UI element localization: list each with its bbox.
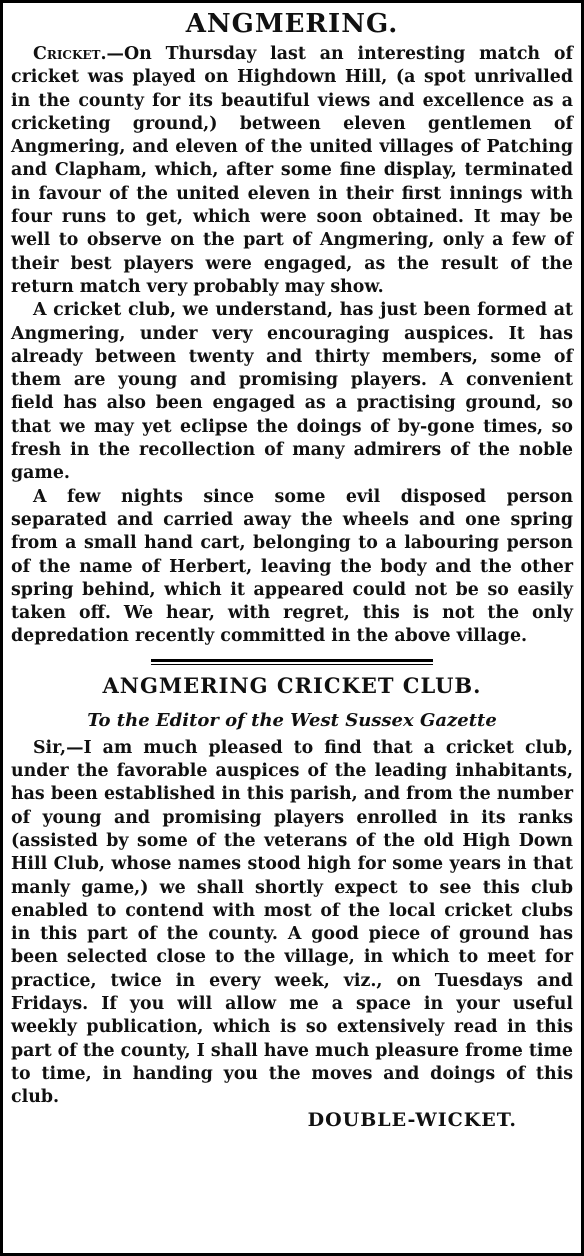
letter-body: Sir,—I am much pleased to find that a cricket club, under the favorable auspices of the leading inhabitants, has been established in this parish, and from the number of young and promising players enrolled in its ranks (assisted by some of the veterans of the old High Down Hill Club, whose names stood high for some years in that manly game,) we shall shortly expect to see this club enabled to contend with most of the local cricket clubs in this part of the county. A good piece of ground has been selected close to the village, in which to meet for practice, twice in every week, viz., on Tuesdays and Fridays. If you will allow me a space in your useful weekly publication, which is so extensively read in this part of the county, I shall have much pleasure frome time to time, in handing you the moves and doings of this club. bbox=[11, 737, 573, 1108]
section-divider-rule bbox=[151, 659, 433, 665]
paragraph-body-cricket-match: —On Thursday last an interesting match of cricket was played on Highdown Hill, (a spot unrivalled in the county for its beautiful views and excellence as a cricketing ground,) between eleven gentlemen of Angmering, and eleven of the united villages of Patching and Clapham, which, after some fine display, terminated in favour of the united eleven in their first innings with four runs to get, which were soon obtained. It may be well to observe on the part of Angmering, only a few of their best players were engaged, as the result of the return match very probably may show. bbox=[11, 44, 573, 297]
letter-signature: DOUBLE-WICKET. bbox=[307, 1109, 517, 1132]
article-paragraph-depredation: A few nights since some evil disposed person separated and carried away the wheels and one spring from a small hand cart, belonging to a labouring person of the name of Herbert, leaving the body and the other spring behind, which it appeared could not be so easily taken off. We hear, with regret, this is not the only depredation recently committed in the above village. bbox=[11, 486, 573, 647]
paragraph-lead-cricket: Cricket. bbox=[33, 44, 107, 64]
letter-salutation: To the Editor of the West Sussex Gazette bbox=[87, 709, 497, 731]
article-paragraph-cricket-match bbox=[11, 43, 573, 299]
article-title-cricket-club: ANGMERING CRICKET CLUB. bbox=[102, 672, 482, 698]
article-paragraph-cricket-club: A cricket club, we understand, has just been formed at Angmering, under very encouraging auspices. It has already between twenty and thirty members, some of them are young and promising players. A convenient field has also been engaged as a practising ground, so that we may yet eclipse the doings of by-gone times, so fresh in the recollection of many admirers of the noble game. bbox=[11, 300, 573, 484]
article-title-angmering: ANGMERING. bbox=[185, 9, 399, 39]
